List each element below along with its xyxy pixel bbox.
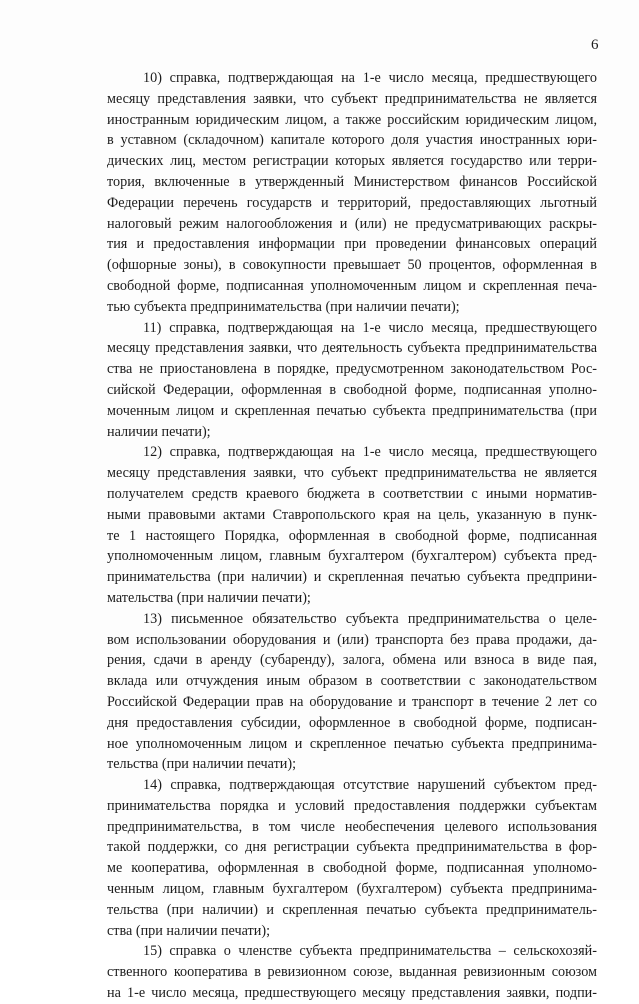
text-line: ства не приостановлена в порядке, предусмотренном законодательством Рос-: [107, 361, 597, 378]
text-line: наличии печати);: [107, 423, 211, 440]
text-line: иностранным юридическим лицом, а также российским юридическим лицом,: [107, 111, 597, 128]
text-line: свободной форме, подписанная уполномоченным лицом и скрепленная печа-: [107, 277, 597, 294]
text-line: месяцу представления заявки, что субъект предпринимательства не является: [107, 465, 597, 482]
text-line: тельства (при наличии печати);: [107, 756, 297, 773]
text-line: 15) справка о членстве субъекта предпринимательства – сельскохозяй-: [143, 943, 597, 960]
text-line: вом использовании оборудования и (или) транспорта без права продажи, да-: [107, 631, 597, 648]
text-line: 14) справка, подтверждающая отсутствие нарушений субъектом пред-: [143, 777, 597, 794]
list-item-paragraph: [107, 609, 597, 775]
text-line: ства (при наличии печати);: [107, 922, 271, 939]
text-line: ными правовыми актами Ставропольского края на цель, указанную в пунк-: [107, 506, 597, 523]
text-line: дня предоставления субсидии, оформленное в свободной форме, подписан-: [107, 714, 597, 731]
text-line: дических лиц, местом регистрации которых является государство или терри-: [107, 153, 597, 170]
text-line: принимательства (при наличии) и скрепленная печатью субъекта предприни-: [107, 569, 597, 586]
text-line: моченным лицом и скрепленная печатью субъекта предпринимательства (при: [107, 402, 597, 419]
text-line: такой поддержки, со дня регистрации субъекта предпринимательства в фор-: [107, 839, 597, 856]
text-line: (офшорные зоны), в совокупности превышает 50 процентов, оформленная в: [107, 257, 597, 274]
text-line: тью субъекта предпринимательства (при наличии печати);: [107, 298, 460, 315]
text-line: 11) справка, подтверждающая на 1-е число месяца, предшествующего: [143, 319, 597, 336]
text-line: 10) справка, подтверждающая на 1-е число месяца, предшествующего: [143, 70, 597, 86]
text-line: те 1 настоящего Порядка, оформленная в свободной форме, подписанная: [107, 527, 597, 544]
text-line: тельства (при наличии) и скрепленная печатью субъекта предприниматель-: [107, 901, 597, 918]
text-line: предпринимательства, в том числе необеспечения целевого использования: [107, 818, 597, 835]
list-item-paragraph: [107, 941, 597, 1003]
text-line: принимательства порядка и условий предоставления поддержки субъектам: [107, 797, 597, 814]
text-line: уполномоченным лицом, главным бухгалтером (бухгалтером) субъекта пред-: [107, 548, 597, 565]
text-line: 12) справка, подтверждающая на 1-е число месяца, предшествующего: [143, 444, 597, 461]
list-item-paragraph: [107, 442, 597, 608]
text-line: месяцу представления заявки, что субъект предпринимательства не является: [107, 90, 597, 107]
list-item-paragraph: [107, 775, 597, 941]
text-line: мательства (при наличии печати);: [107, 589, 311, 606]
text-line: ченным лицом, главным бухгалтером (бухгалтером) субъекта предпринима-: [107, 881, 597, 898]
text-line: Российской Федерации прав на оборудование и транспорт в течение 2 лет со: [107, 693, 597, 710]
text-line: ственного кооператива в ревизионном союзе, выданная ревизионным союзом: [107, 964, 597, 981]
list-item-paragraph: [107, 68, 597, 318]
list-item-paragraph: [107, 318, 597, 443]
text-line: вклада или отчуждения иным образом в соответствии с законодательством: [107, 673, 597, 690]
text-line: тия и предоставления информации при проведении финансовых операций: [107, 236, 597, 253]
page-number: 6: [591, 37, 599, 53]
text-line: рения, сдачи в аренду (субаренду), залога, обмена или взноса в виде пая,: [107, 652, 597, 669]
text-line: получателем средств краевого бюджета в соответствии с иными норматив-: [107, 485, 597, 502]
text-line: ное уполномоченным лицом и скрепленное печатью субъекта предпринима-: [107, 735, 597, 752]
text-line: на 1-е число месяца, предшествующего месяцу представления заявки, подпи-: [107, 985, 597, 1002]
text-line: 13) письменное обязательство субъекта предпринимательства о целе-: [143, 610, 597, 627]
text-line: сийской Федерации, оформленная в свободной форме, подписанная уполно-: [107, 381, 597, 398]
text-line: ме кооператива, оформленная в свободной форме, подписанная уполномо-: [107, 860, 597, 877]
document-body: [107, 68, 597, 1004]
text-line: тория, включенные в утвержденный Министерством финансов Российской: [107, 173, 597, 190]
text-line: Федерации перечень государств и территорий, предоставляющих льготный: [107, 194, 597, 211]
text-line: в уставном (складочном) капитале которого доля участия иностранных юри-: [107, 132, 597, 149]
text-line: месяцу представления заявки, что деятельность субъекта предпринимательства: [107, 340, 597, 357]
text-line: налоговый режим налогообложения и (или) не предусматривающих раскры-: [107, 215, 597, 232]
